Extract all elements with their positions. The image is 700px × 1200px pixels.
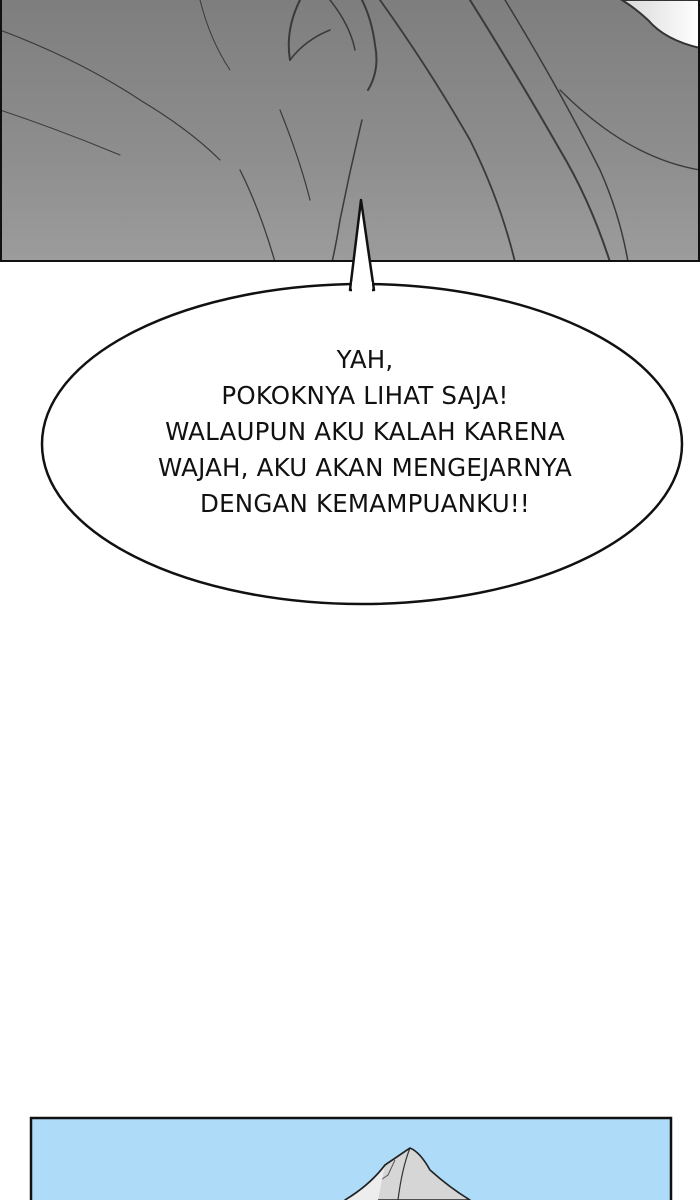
speech-bubble-tail-join (352, 282, 372, 292)
speech-line-3: WALAUPUN AKU KALAH KARENA (165, 417, 565, 446)
bottom-panel-sky (31, 1118, 671, 1200)
speech-bubble-tail (350, 200, 374, 290)
speech-line-4: WAJAH, AKU AKAN MENGEJARNYA (158, 453, 572, 482)
speech-line-5: DENGAN KEMAMPUANKU!! (200, 489, 530, 518)
speech-bubble-text (70, 342, 660, 522)
bottom-panel-illustration (0, 1110, 700, 1200)
speech-line-1: YAH, (336, 345, 394, 374)
speech-line-2: POKOKNYA LIHAT SAJA! (221, 381, 509, 410)
